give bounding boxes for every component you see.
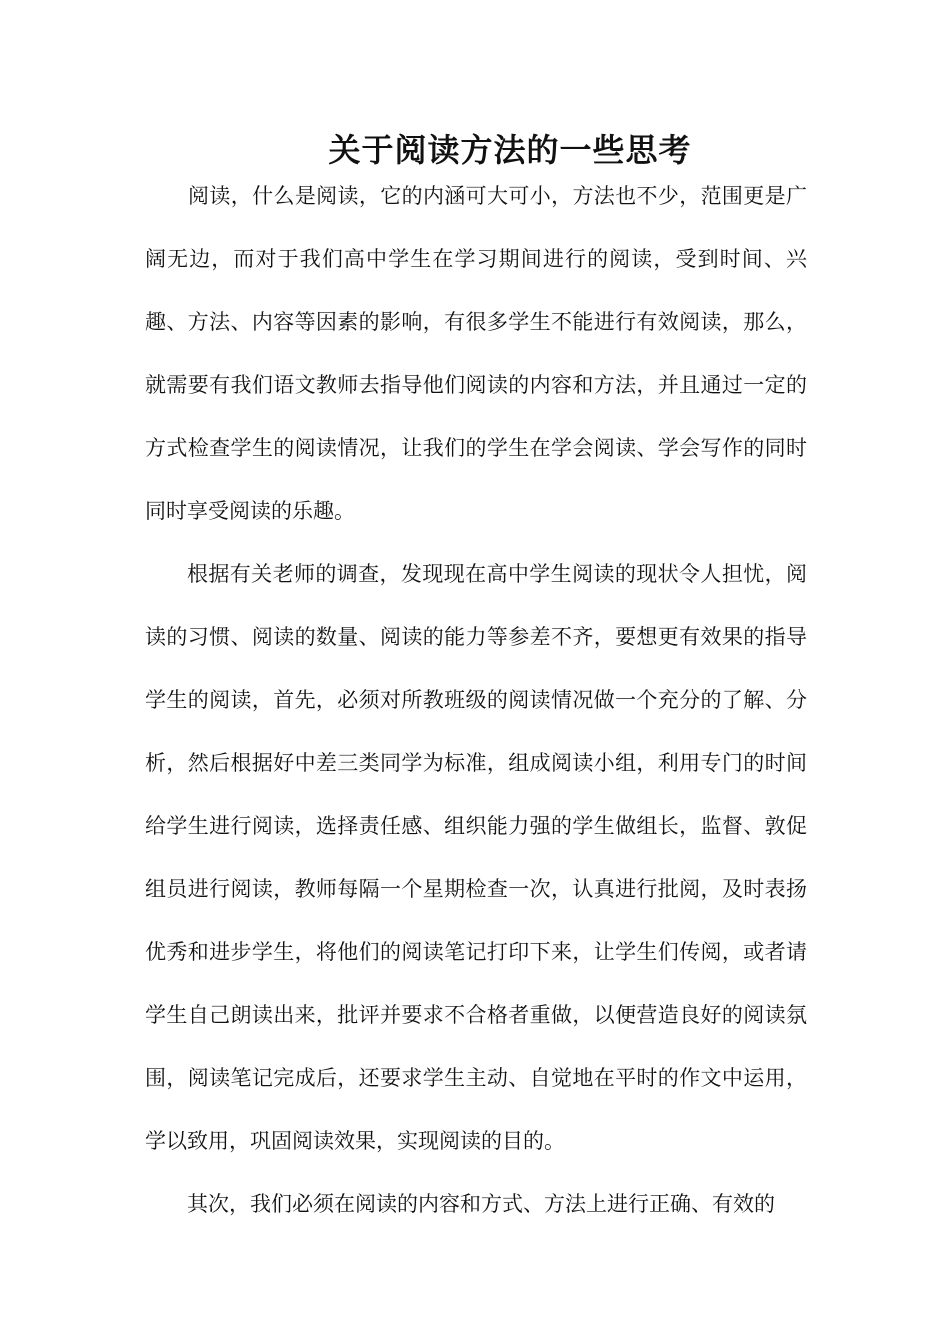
paragraph-3: 其次，我们必须在阅读的内容和方式、方法上进行正确、有效的 [187,1192,775,1216]
paragraph-1: 阅读，什么是阅读，它的内涵可大可小，方法也不少，范围更是广阔无边，而对于我们高中学生在学习期间进行的阅读，受到时间、兴趣、方法、内容等因素的影响，有很多学生不能进行有效阅读，那么，就需要有我们语文教师去指导他们阅读的内容和方法，并且通过一定的方式检查学生的阅读情况，让我们的学生在学会阅读、学会写作的同时同时享受阅读的乐趣。 [145,184,807,523]
document-body [145,165,807,1236]
paragraph-2: 根据有关老师的调查，发现现在高中学生阅读的现状令人担忧，阅读的习惯、阅读的数量、阅读的能力等参差不齐，要想更有效果的指导学生的阅读，首先，必须对所教班级的阅读情况做一个充分的了解、分析，然后根据好中差三类同学为标准，组成阅读小组，利用专门的时间给学生进行阅读，选择责任感、组织能力强的学生做组长，监督、敦促组员进行阅读，教师每隔一个星期检查一次，认真进行批阅，及时表扬优秀和进步学生，将他们的阅读笔记打印下来，让学生们传阅，或者请学生自己朗读出来，批评并要求不合格者重做，以便营造良好的阅读氛围，阅读笔记完成后，还要求学生主动、自觉地在平时的作文中运用，学以致用，巩固阅读效果，实现阅读的目的。 [145,562,807,1153]
document-title: 关于阅读方法的一些思考 [328,131,692,169]
